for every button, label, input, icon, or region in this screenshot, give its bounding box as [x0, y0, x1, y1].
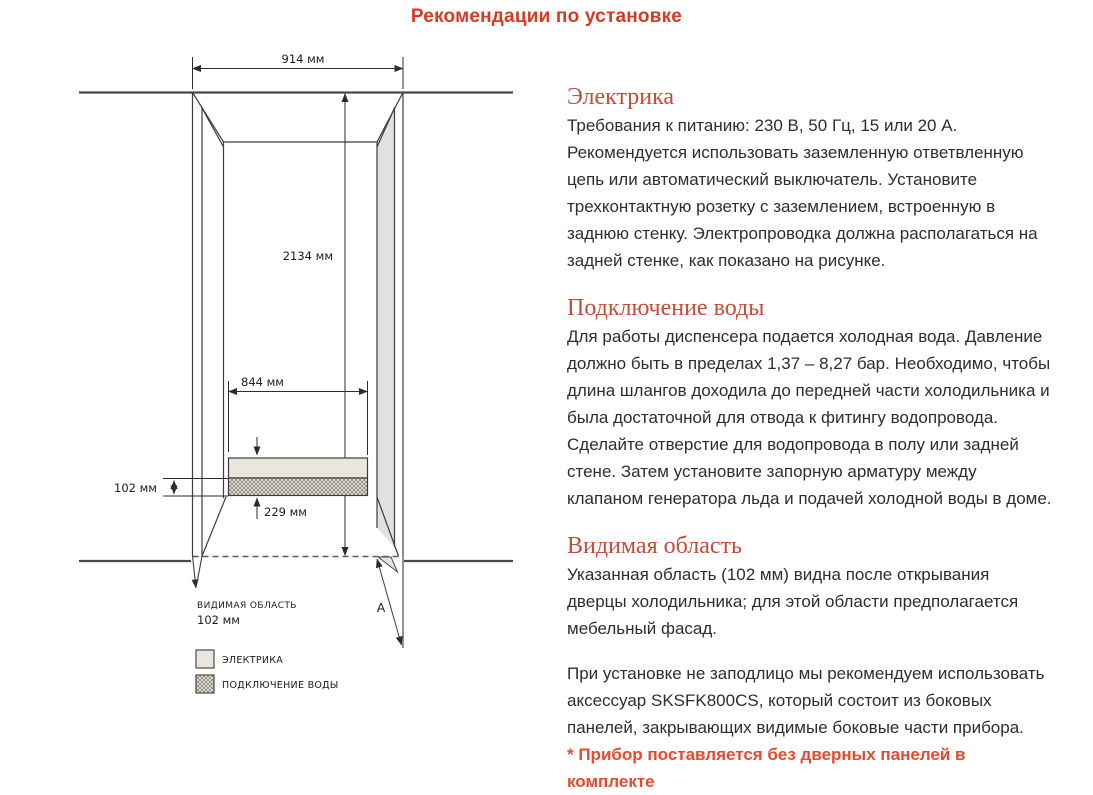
dim-914-label: 914 мм	[281, 52, 325, 66]
dim-844	[229, 381, 368, 455]
page-title: Рекомендации по установке	[410, 6, 683, 27]
visible-area-caption: ВИДИМАЯ ОБЛАСТЬ	[197, 601, 297, 611]
section-water-body: Для работы диспенсера подается холодная вода. Давление должно быть в пределах 1,37 – 8,27 бар. Необходимо, чтобы длина шлангов доходила до передней части холодильника и была достаточной для отвода к фитингу водопровода. Сделайте отверстие для водопровода в полу или задней стене. Затем установите запорную арматуру между клапаном генератора льда и подачей холодной воды в доме.	[567, 327, 1052, 508]
footnote: * Прибор поставляется без дверных панелей в комплекте	[567, 745, 966, 791]
legend-swatch-water	[196, 675, 214, 693]
niche-drawing	[60, 40, 545, 720]
legend-swatch-electric	[196, 650, 214, 668]
dim-2134-label: 2134 мм	[282, 249, 333, 263]
dim-844-label: 844 мм	[241, 375, 284, 389]
side-panel-gray	[377, 108, 395, 547]
text-column	[567, 83, 1053, 795]
legend	[196, 650, 339, 693]
section-visible-area	[567, 532, 1053, 741]
section-visible-area-heading: Видимая область	[567, 533, 742, 559]
water-zone	[229, 478, 368, 496]
section-water	[567, 294, 1053, 512]
section-electrical-heading: Электрика	[567, 84, 675, 110]
electric-zone	[229, 458, 368, 478]
section-electrical-body: Требования к питанию: 230 В, 50 Гц, 15 или 20 А. Рекомендуется использовать заземленную ответвленную цепь или автоматический выключатель. Установите трехконтактную розетку с заземлением, встроенную в заднюю стенку. Электропроводка должна располагаться на задней стенке, как показано на рисунке.	[567, 116, 1038, 270]
legend-label-electric: ЭЛЕКТРИКА	[222, 655, 284, 666]
section-water-heading: Подключение воды	[567, 295, 765, 321]
dim-229-label: 229 мм	[264, 505, 307, 519]
legend-label-water: ПОДКЛЮЧЕНИЕ ВОДЫ	[222, 680, 339, 691]
door-dimension-label: A	[376, 600, 386, 615]
section-electrical	[567, 83, 1053, 274]
section-visible-area-body2: При установке не заподлицо мы рекомендуем использовать аксессуар SKSFK800CS, который состоит из боковых панелей, закрывающих видимые боковые части прибора.	[567, 664, 1045, 737]
visible-area-value: 102 мм	[197, 613, 240, 627]
dim-102-label: 102 мм	[114, 481, 157, 495]
dim-102	[163, 479, 229, 497]
installation-diagram	[60, 40, 545, 720]
door-gray-triangle	[378, 557, 398, 572]
left-door-wedge	[193, 556, 203, 588]
section-visible-area-body: Указанная область (102 мм) видна после открывания дверцы холодильника; для этой области предполагается мебельный фасад.	[567, 565, 1019, 638]
